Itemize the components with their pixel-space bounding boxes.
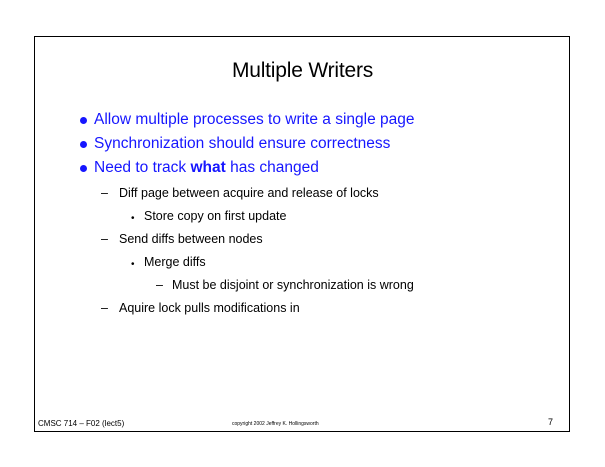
sub-sub-item: [101, 255, 414, 278]
bullet-text-suffix: has changed: [225, 159, 319, 176]
small-bullet-icon: •: [131, 213, 135, 224]
sub-item-text: Diff page between acquire and release of locks: [119, 186, 379, 200]
dash-marker: –: [101, 301, 108, 315]
bullet-text-bold: what: [190, 159, 226, 176]
dash-marker: –: [101, 186, 108, 200]
sub-sub-item-text: Store copy on first update: [144, 209, 287, 223]
bullet-dot-icon: [80, 165, 87, 172]
sub-sub-item: [101, 209, 414, 232]
small-bullet-icon: •: [131, 259, 135, 270]
bullet-dot-icon: [80, 117, 87, 124]
sub-item-text: Send diffs between nodes: [119, 232, 263, 246]
sub-item-text: Aquire lock pulls modifications in: [119, 301, 300, 315]
main-bullet-list: [80, 111, 415, 183]
page-number: 7: [548, 417, 554, 427]
slide-title: Multiple Writers: [231, 59, 374, 82]
sub-item: [101, 232, 414, 255]
footer-copyright: copyright 2002 Jeffrey K. Hollingsworth: [232, 421, 319, 427]
dash-marker: –: [156, 278, 163, 292]
bullet-text: Synchronization should ensure correctness: [94, 135, 391, 152]
bullet-text: Allow multiple processes to write a single page: [94, 111, 415, 128]
sub-bullet-list: [101, 186, 414, 324]
bullet-dot-icon: [80, 141, 87, 148]
bullet-text-prefix: Need to track: [94, 159, 191, 176]
sub-item: [101, 186, 414, 209]
deep-item-text: Must be disjoint or synchronization is wrong: [172, 278, 414, 292]
footer-course-label: CMSC 714 – F02 (lect5): [38, 419, 125, 428]
bullet-item: [80, 135, 415, 159]
sub-item: [101, 301, 414, 324]
bullet-item: [80, 159, 415, 183]
dash-marker: –: [101, 232, 108, 246]
bullet-item: [80, 111, 415, 135]
deep-item: [101, 278, 414, 301]
sub-sub-item-text: Merge diffs: [144, 255, 206, 269]
